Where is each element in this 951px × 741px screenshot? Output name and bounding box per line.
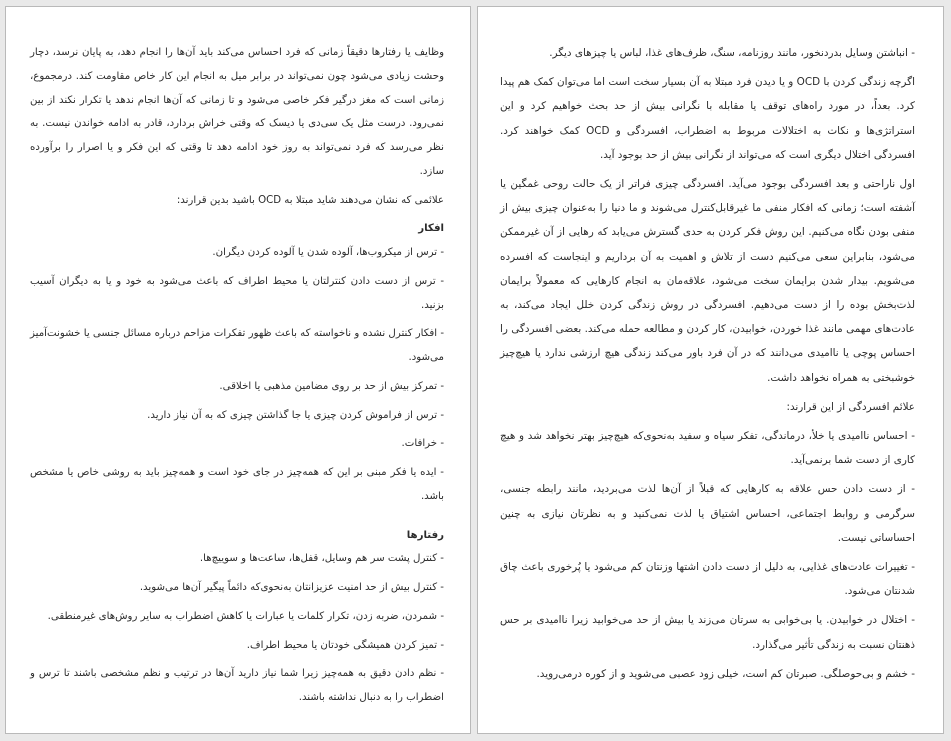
behaviors-heading: رفتارها [406, 529, 444, 541]
right-page [477, 6, 944, 734]
left-page [5, 6, 471, 734]
ocd-symptoms-intro: علائمی که نشان می‌دهند شاید مبتلا به OCD باشید بدین قرارند: [176, 194, 444, 206]
list-item: - تغییرات عادت‌های غذایی، به دلیل از دست دادن اشتها وزنتان کم می‌شود یا پُرخوری باعث چاق شدنتان می‌شود. [500, 561, 915, 598]
depression-symptoms-intro: علائم افسردگی از این قرارند: [786, 400, 915, 413]
depression-description-paragraph: اول ناراحتی و بعد افسردگی بوجود می‌آید. افسردگی چیزی فراتر از یک حالت روحی غمگین یا آشفته است؛ زمانی که افکار منفی ما غیرقابل‌کنترل می‌شوند و ما دنیا را به‌عنوان چیزی بیش از منفی بودن نگاه می‌کنیم. این روش فکر کردن به حدی گسترش می‌یابد که رهایی از آن غیرممکن می‌شود، بنابراین سعی می‌کنیم دست از تلاش و اهمیت به آن برداریم و اینجاست که افسرده می‌شویم. بیدار شدن برایمان سخت می‌شود، علاقه‌مان به انجام کارهایی که معمولاً برایمان لذت‌بخش بوده را از دست می‌دهیم. افسردگی در روش زندگی کردن خلل ایجاد می‌کند، به عادت‌های مهمی مانند غذا خوردن، خوابیدن، کار کردن و مطالعه حمله می‌کند. بعضی افسردگی را احساس پوچی یا ناامیدی می‌دانند که در آن فرد باور می‌کند زندگی هیچ ارزشی ندارد یا هیچ‌چیز خوشبختی به همراه نخواهد داشت. [500, 178, 915, 384]
list-item: - ترس از میکروب‌ها، آلوده شدن یا آلوده کردن دیگران. [212, 247, 444, 258]
list-item: - ترس از دست دادن کنترلتان یا محیط اطراف که باعث می‌شود به خود و یا به دیگران آسیب بزنید. [30, 275, 444, 311]
list-item: - انباشتن وسایل بدردنخور، مانند روزنامه، سنگ، ظرف‌های غذا، لباس یا چیزهای دیگر. [549, 47, 915, 59]
list-item: - تمیز کردن همیشگی خودتان یا محیط اطراف. [246, 639, 444, 651]
list-item: - خرافات. [401, 438, 444, 450]
thoughts-heading: افکار [418, 223, 444, 235]
list-item: - از دست دادن حس علاقه به کارهایی که قبلاً از آن‌ها لذت می‌بردید، مانند رابطه جنسی، سرگرمی و روابط اجتماعی، احساس اشتیاق یا لذت نمی‌کنید و به نظرتان نیازی به چنین احساساتی نیست. [500, 483, 915, 544]
right-page-text-column [500, 41, 915, 691]
list-item: - نظم دادن دقیق به همه‌چیز زیرا شما نیاز دارید آن‌ها در ترتیب و نظم مشخصی باشند تا ترس و اضطراب را به دنبال نداشته باشند. [30, 668, 444, 703]
list-item: - اختلال در خوابیدن. یا بی‌خوابی به سرتان می‌زند یا بیش از حد می‌خوابید زیرا ناامیدی بر حس ذهنتان نسبت به زندگی تأثیر می‌گذارد. [500, 614, 915, 651]
ocd-description-paragraph: وظایف یا رفتارها دقیقاً زمانی که فرد احساس می‌کند باید آن‌ها را انجام دهد، به پایان نرسد، دچار وحشت زیادی می‌شود چون نمی‌تواند در برابر میل به انجام این کار خاص مقاومت کند. درمجموع، زمانی است که مغز درگیر فکر خاصی می‌شود و تا زمانی که آن‌ها انجام ندهد یا تکرار نکند از بین نمی‌رود. درست مثل یک سی‌دی یا دیسک که وقتی خراش بردارد، قادر به ادامه خواندن نیست. به نظر می‌رسد که فرد نمی‌تواند به روز خود ادامه دهد تا وقتی که این فکر و یا اصرار را برآورده سازد. [30, 47, 444, 177]
section-gap [30, 514, 444, 524]
list-item: - کنترل بیش از حد امنیت عزیزانتان به‌نحوی‌که دائماً پیگیر آن‌ها می‌شوید. [139, 582, 444, 593]
list-item: - افکار کنترل نشده و ناخواسته که باعث ظهور تفکرات مزاحم درباره مسائل جنسی یا خشونت‌آمیز می‌شود. [30, 328, 444, 363]
list-item: - ایده یا فکر مبنی بر این که همه‌چیز در جای خود است و همه‌چیز باید به روشی خاص یا مشخص باشد. [30, 467, 444, 502]
list-item: - تمرکز بیش از حد بر روی مضامین مذهبی یا اخلاقی. [219, 380, 444, 392]
list-item: - احساس ناامیدی یا خلأ، درماندگی، تفکر سیاه و سفید به‌نحوی‌که هیچ‌چیز بهتر نخواهد شد و هیچ کاری از دست شما برنمی‌آید. [500, 430, 915, 467]
list-item: - ترس از فراموش کردن چیزی یا جا گذاشتن چیزی که به آن نیاز دارید. [147, 409, 444, 421]
list-item: - شمردن، ضربه زدن، تکرار کلمات یا عبارات یا کاهش اضطراب به سایر روش‌های غیرمنطقی. [47, 610, 444, 622]
list-item: - خشم و بی‌حوصلگی. صبرتان کم است، خیلی زود عصبی می‌شوید و از کوره درمی‌روید. [536, 667, 915, 680]
list-item: - کنترل پشت سر هم وسایل، قفل‌ها، ساعت‌ها و سوییچ‌ها. [199, 553, 444, 565]
left-page-text-column [30, 41, 444, 715]
ocd-help-paragraph: اگرچه زندگی کردن با OCD و یا دیدن فرد مبتلا به آن بسیار سخت است اما می‌توان کمک هم پیدا کرد. بعداً، در مورد راه‌های توقف یا مقابله با نگرانی بیش از حد بحث خواهیم کرد و این استراتژی‌ها و نکات به اختلالات مربوط به اضطراب، افسردگی و OCD کمک خواهند کرد. افسردگی اختلال دیگری است که می‌تواند از نگرانی بیش از حد بوجود آید. [500, 76, 915, 161]
